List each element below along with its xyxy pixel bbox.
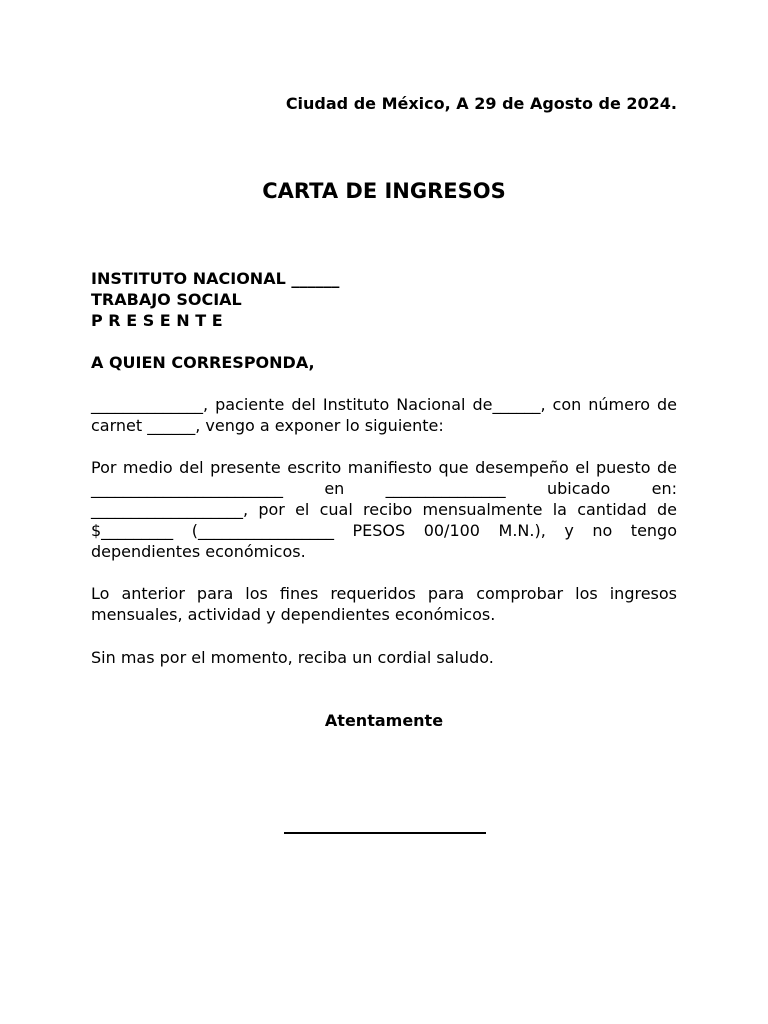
closing-atentamente: Atentamente — [324, 711, 444, 730]
addressee-presente: P R E S E N T E — [91, 311, 223, 330]
addressee-department: TRABAJO SOCIAL — [91, 290, 242, 309]
body-paragraph-4: Sin mas por el momento, reciba un cordial saludo. — [91, 648, 494, 667]
addressee-institution: INSTITUTO NACIONAL ______ — [91, 269, 340, 288]
body-paragraph-3: Lo anterior para los fines requeridos para comprobar los ingresos mensuales, actividad y dependientes económicos. — [91, 584, 677, 624]
signature-line — [284, 832, 486, 834]
letter-page — [91, 0, 677, 1024]
addressee-block — [91, 268, 339, 331]
date-line: Ciudad de México, A 29 de Agosto de 2024. — [285, 94, 677, 113]
salutation: A QUIEN CORRESPONDA, — [91, 353, 315, 372]
body-paragraph-2: Por medio del presente escrito manifiesto que desempeño el puesto de ________________________ en _______________ ubicado en: ___________________, por el cual recibo mensualmente la cantidad de $_________ (_________________ PESOS 00/100 M.N.), y no tengo dependientes económicos. — [91, 458, 677, 561]
document-title: CARTA DE INGRESOS — [262, 179, 506, 203]
body-paragraph-1: ______________, paciente del Instituto Nacional de______, con número de carnet ______, vengo a exponer lo siguiente: — [91, 395, 677, 435]
